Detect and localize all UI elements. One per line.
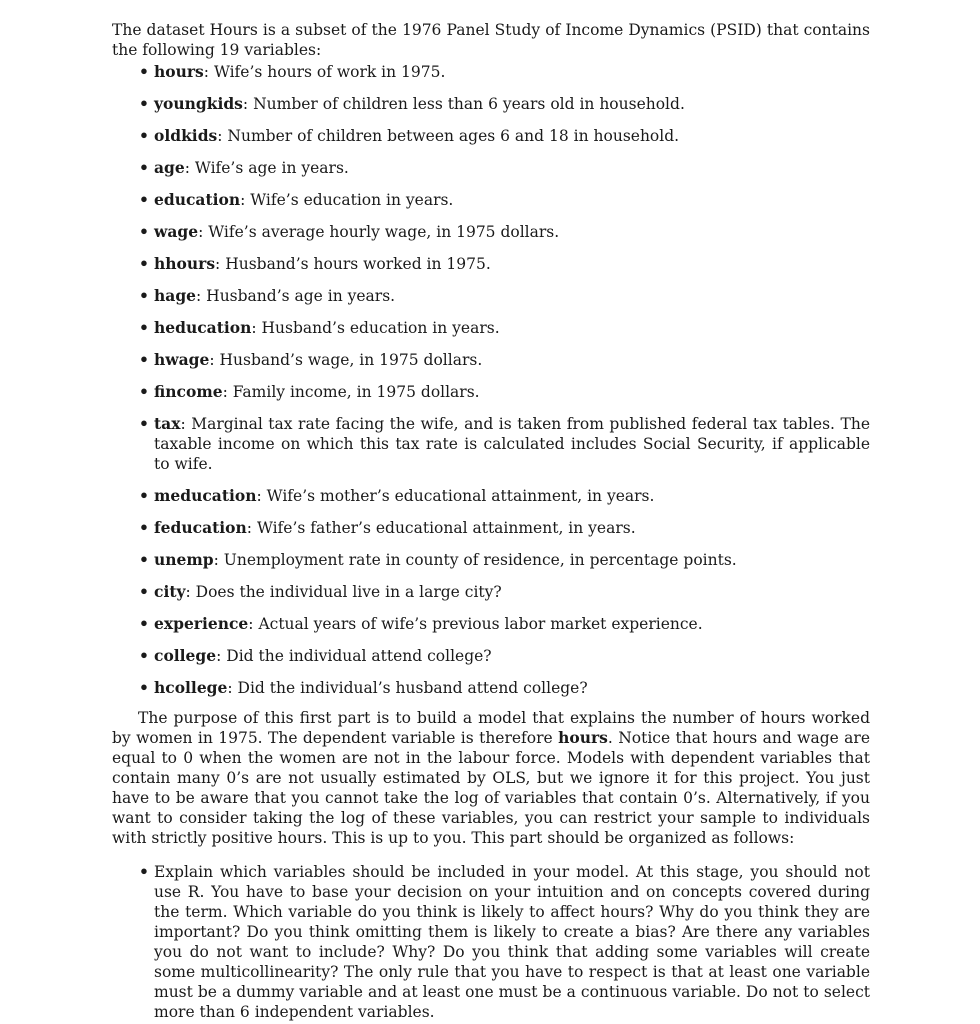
variable-name: feducation — [154, 518, 247, 537]
purpose-paragraph — [112, 708, 870, 848]
variable-item-hcollege: • hcollege: Did the individual’s husband attend college? — [139, 678, 588, 697]
variable-item-unemp: • unemp: Unemployment rate in county of residence, in percentage points. — [139, 550, 737, 569]
bullet-icon: • — [139, 382, 149, 401]
variable-item-hhours: • hhours: Husband’s hours worked in 1975. — [139, 254, 491, 273]
bullet-icon: • — [139, 286, 149, 305]
bullet-icon: • — [139, 550, 149, 569]
document-page — [112, 0, 870, 1022]
task-list — [112, 862, 870, 1022]
variable-description: Husband’s hours worked in 1975. — [225, 255, 491, 273]
variable-name: education — [154, 190, 241, 209]
variable-item-hage: • hage: Husband’s age in years. — [139, 286, 396, 305]
task-item — [112, 862, 870, 1022]
variable-item-hwage: • hwage: Husband’s wage, in 1975 dollars. — [139, 350, 483, 369]
variable-item-oldkids: • oldkids: Number of children between ages 6 and 18 in household. — [139, 126, 680, 145]
variable-description: Husband’s education in years. — [261, 319, 500, 337]
bullet-icon: • — [139, 646, 149, 665]
bullet-icon: • — [139, 94, 149, 113]
variable-item-college: • college: Did the individual attend college? — [139, 646, 492, 665]
variable-item-city: • city: Does the individual live in a large city? — [139, 582, 502, 601]
bullet-icon: • — [139, 62, 149, 81]
bullet-icon: • — [139, 862, 149, 881]
bullet-icon: • — [139, 158, 149, 177]
variable-name: oldkids — [154, 126, 218, 145]
variable-item-wage: • wage: Wife’s average hourly wage, in 1975 dollars. — [139, 222, 560, 241]
variable-name: wage — [154, 222, 199, 241]
variable-description: Does the individual live in a large city? — [195, 583, 502, 601]
variable-description: Number of children less than 6 years old in household. — [253, 95, 685, 113]
variable-description: Did the individual attend college? — [226, 647, 492, 665]
bullet-icon: • — [139, 414, 149, 433]
bullet-icon: • — [139, 678, 149, 697]
variable-name: meducation — [154, 486, 257, 505]
variable-name: hhours — [154, 254, 216, 273]
bullet-icon: • — [139, 518, 149, 537]
bullet-icon: • — [139, 486, 149, 505]
variable-description: Actual years of wife’s previous labor market experience. — [258, 615, 703, 633]
variable-name: city — [154, 582, 186, 601]
variable-name: age — [154, 158, 185, 177]
variable-name: heducation — [154, 318, 252, 337]
variable-name: college — [154, 646, 217, 665]
bullet-icon: • — [139, 190, 149, 209]
variable-item-meducation: • meducation: Wife’s mother’s educational attainment, in years. — [139, 486, 655, 505]
variable-item-age: • age: Wife’s age in years. — [139, 158, 349, 177]
purpose-text-before: The purpose of this first part is to build a model that explains the number of hours worked by women in 1975. The dependent variable is therefore — [112, 709, 870, 747]
variable-name: fincome — [154, 382, 223, 401]
variable-name: hwage — [154, 350, 210, 369]
bullet-icon: • — [139, 222, 149, 241]
bullet-icon: • — [139, 126, 149, 145]
variable-name: unemp — [154, 550, 214, 569]
variable-name: tax — [154, 414, 181, 433]
variable-description: Marginal tax rate facing the wife, and is taken from published federal tax tables. The taxable income on which this tax rate is calculated includes Social Security, if applicable to wife. — [154, 415, 870, 473]
variable-item-feducation: • feducation: Wife’s father’s educational attainment, in years. — [139, 518, 636, 537]
dependent-variable-keyword: hours — [558, 728, 608, 747]
variable-description: Wife’s age in years. — [194, 159, 349, 177]
variable-item-hours: • hours: Wife’s hours of work in 1975. — [139, 62, 446, 81]
purpose-text-after: . Notice that hours and wage are equal to 0 when the women are not in the labour force. Models with dependent variables that contain many 0’s are not usually estimated by OLS, but we ignore it for this project. You just have to be aware that you cannot take the log of variables that contain 0’s. Alternatively, if you want to consider taking the log of these variables, you can restrict your sample to individuals with strictly positive hours. This is up to you. This part should be organized as follows: — [112, 729, 870, 847]
variable-description: Wife’s average hourly wage, in 1975 dollars. — [208, 223, 560, 241]
variable-item-youngkids: • youngkids: Number of children less than 6 years old in household. — [139, 94, 685, 113]
intro-paragraph: The dataset Hours is a subset of the 1976 Panel Study of Income Dynamics (PSID) that contains the following 19 variables: — [112, 21, 870, 59]
variable-name: hours — [154, 62, 204, 81]
variable-description: Unemployment rate in county of residence, in percentage points. — [223, 551, 737, 569]
variable-description: Wife’s mother’s educational attainment, in years. — [266, 487, 655, 505]
variable-description: Wife’s father’s educational attainment, in years. — [256, 519, 636, 537]
task-text: Explain which variables should be included in your model. At this stage, you should not use R. You have to base your decision on your intuition and on concepts covered during the term. Which variable do you think is likely to affect hours? Why do you think they are important? Do you think omitting them is likely to create a bias? Are there any variables you do not want to include? Why? Do you think that adding some variables will create some multicollinearity? The only rule that you have to respect is that at least one variable must be a dummy variable and at least one must be a continuous variable. Do not to select more than 6 independent variables. — [154, 863, 870, 1021]
variable-description: Husband’s age in years. — [206, 287, 396, 305]
variable-item-experience: • experience: Actual years of wife’s previous labor market experience. — [139, 614, 703, 633]
bullet-icon: • — [139, 582, 149, 601]
variable-name: hcollege — [154, 678, 228, 697]
variable-description: Family income, in 1975 dollars. — [232, 383, 480, 401]
variable-description: Husband’s wage, in 1975 dollars. — [219, 351, 483, 369]
variable-item-heducation: • heducation: Husband’s education in years. — [139, 318, 500, 337]
bullet-icon: • — [139, 254, 149, 273]
variable-item-fincome: • fincome: Family income, in 1975 dollars. — [139, 382, 480, 401]
variable-name: experience — [154, 614, 249, 633]
variable-item-education: • education: Wife’s education in years. — [139, 190, 454, 209]
bullet-icon: • — [139, 614, 149, 633]
variable-list — [112, 62, 870, 698]
bullet-icon: • — [139, 350, 149, 369]
variable-description: Wife’s education in years. — [250, 191, 454, 209]
variable-name: youngkids — [154, 94, 243, 113]
variable-description: Did the individual’s husband attend college? — [237, 679, 588, 697]
variable-description: Wife’s hours of work in 1975. — [213, 63, 446, 81]
variable-item-tax: • tax: Marginal tax rate facing the wife, and is taken from published federal tax tables. The taxable income on which this tax rate is calculated includes Social Security, if applicable to wife. — [139, 414, 870, 473]
variable-description: Number of children between ages 6 and 18 in household. — [227, 127, 680, 145]
bullet-icon: • — [139, 318, 149, 337]
variable-name: hage — [154, 286, 197, 305]
